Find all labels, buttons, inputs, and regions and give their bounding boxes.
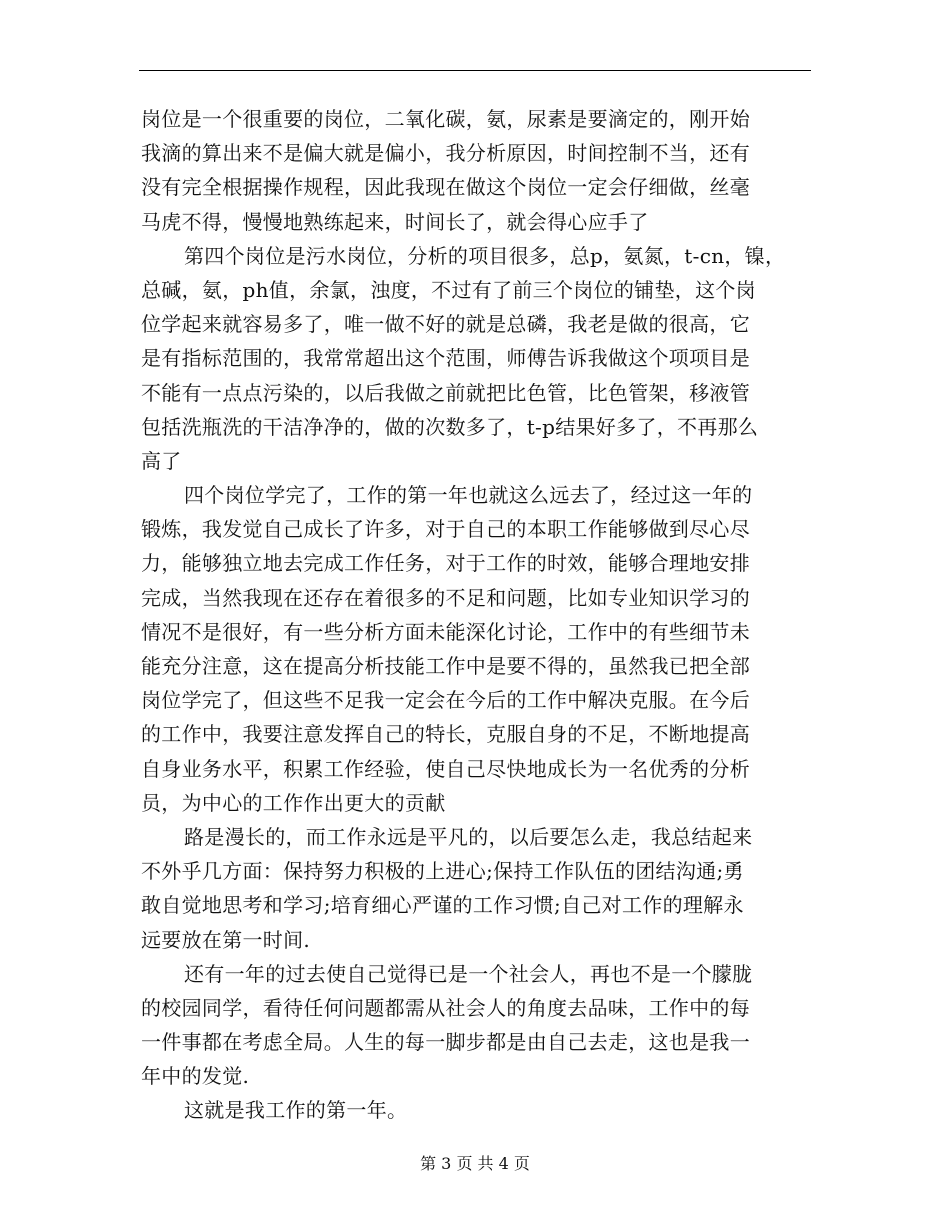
text-line: 不能有一点点污染的，以后我做之前就把比色管，比色管架，移液管	[141, 380, 750, 405]
text-line: 力，能够独立地去完成工作任务，对于工作的时效，能够合理地安排	[141, 551, 750, 576]
text-line: 远要放在第一时间.	[141, 927, 311, 952]
text-line: 的校园同学，看待任何问题都需从社会人的角度去品味，工作中的每	[141, 995, 750, 1020]
text-line: 马虎不得，慢慢地熟练起来，时间长了，就会得心应手了	[141, 209, 649, 234]
page-number-footer: 第 3 页 共 4 页	[420, 1154, 530, 1173]
text-line: 锻炼，我发觉自己成长了许多，对于自己的本职工作能够做到尽心尽	[141, 517, 750, 542]
text-line: 是有指标范围的，我常常超出这个范围，师傅告诉我做这个项项目是	[141, 346, 750, 371]
text-line: 年中的发觉.	[141, 1064, 250, 1089]
text-line: 我滴的算出来不是偏大就是偏小，我分析原因，时间控制不当，还有	[141, 141, 750, 166]
text-line: 不外乎几方面：保持努力积极的上进心;保持工作队伍的团结沟通;勇	[141, 859, 744, 884]
text-line: 总碱，氨，ph值，余氯，浊度，不过有了前三个岗位的铺垫，这个岗	[141, 277, 756, 302]
text-line: 位学起来就容易多了，唯一做不好的就是总磷，我老是做的很高，它	[141, 312, 750, 337]
text-line: 自身业务水平，积累工作经验，使自己尽快地成长为一名优秀的分析	[141, 756, 750, 781]
paragraph-first-line: 还有一年的过去使自己觉得已是一个社会人，再也不是一个朦胧	[184, 961, 753, 986]
paragraph-first-line: 路是漫长的，而工作永远是平凡的，以后要怎么走，我总结起来	[184, 824, 753, 849]
header-rule	[139, 70, 811, 71]
text-line: 能充分注意，这在提高分析技能工作中是要不得的，虽然我已把全部	[141, 654, 750, 678]
text-line: 岗位是一个很重要的岗位，二氧化碳，氨，尿素是要滴定的，刚开始	[141, 107, 750, 131]
text-line: 的工作中，我要注意发挥自己的特长，克服自身的不足，不断地提高	[141, 722, 750, 747]
text-line: 高了	[141, 448, 182, 473]
text-line: 情况不是很好，有一些分析方面未能深化讨论，工作中的有些细节未	[141, 619, 750, 644]
text-line: 敢自觉地思考和学习;培育细心严谨的工作习惯;自己对工作的理解永	[141, 893, 744, 918]
body-text	[141, 102, 813, 1128]
paragraph-first-line: 这就是我工作的第一年。	[184, 1098, 408, 1123]
text-line: 一件事都在考虑全局。人生的每一脚步都是由自己去走，这也是我一	[141, 1030, 750, 1055]
text-line: 没有完全根据操作规程，因此我现在做这个岗位一定会仔细做，丝毫	[141, 175, 750, 200]
paragraph-first-line: 四个岗位学完了，工作的第一年也就这么远去了，经过这一年的	[184, 483, 753, 508]
text-line: 包括洗瓶洗的干洁净净的，做的次数多了，t-p结果好多了，不再那么	[141, 414, 759, 439]
text-line: 员，为中心的工作作出更大的贡献	[141, 790, 446, 815]
text-line: 完成，当然我现在还存在着很多的不足和问题，比如专业知识学习的	[141, 585, 750, 610]
paragraph-first-line: 第四个岗位是污水岗位，分析的项目很多，总p，氨氮，t-cn，镍，	[184, 243, 786, 268]
text-line: 岗位学完了，但这些不足我一定会在今后的工作中解决克服。在今后	[141, 688, 750, 713]
